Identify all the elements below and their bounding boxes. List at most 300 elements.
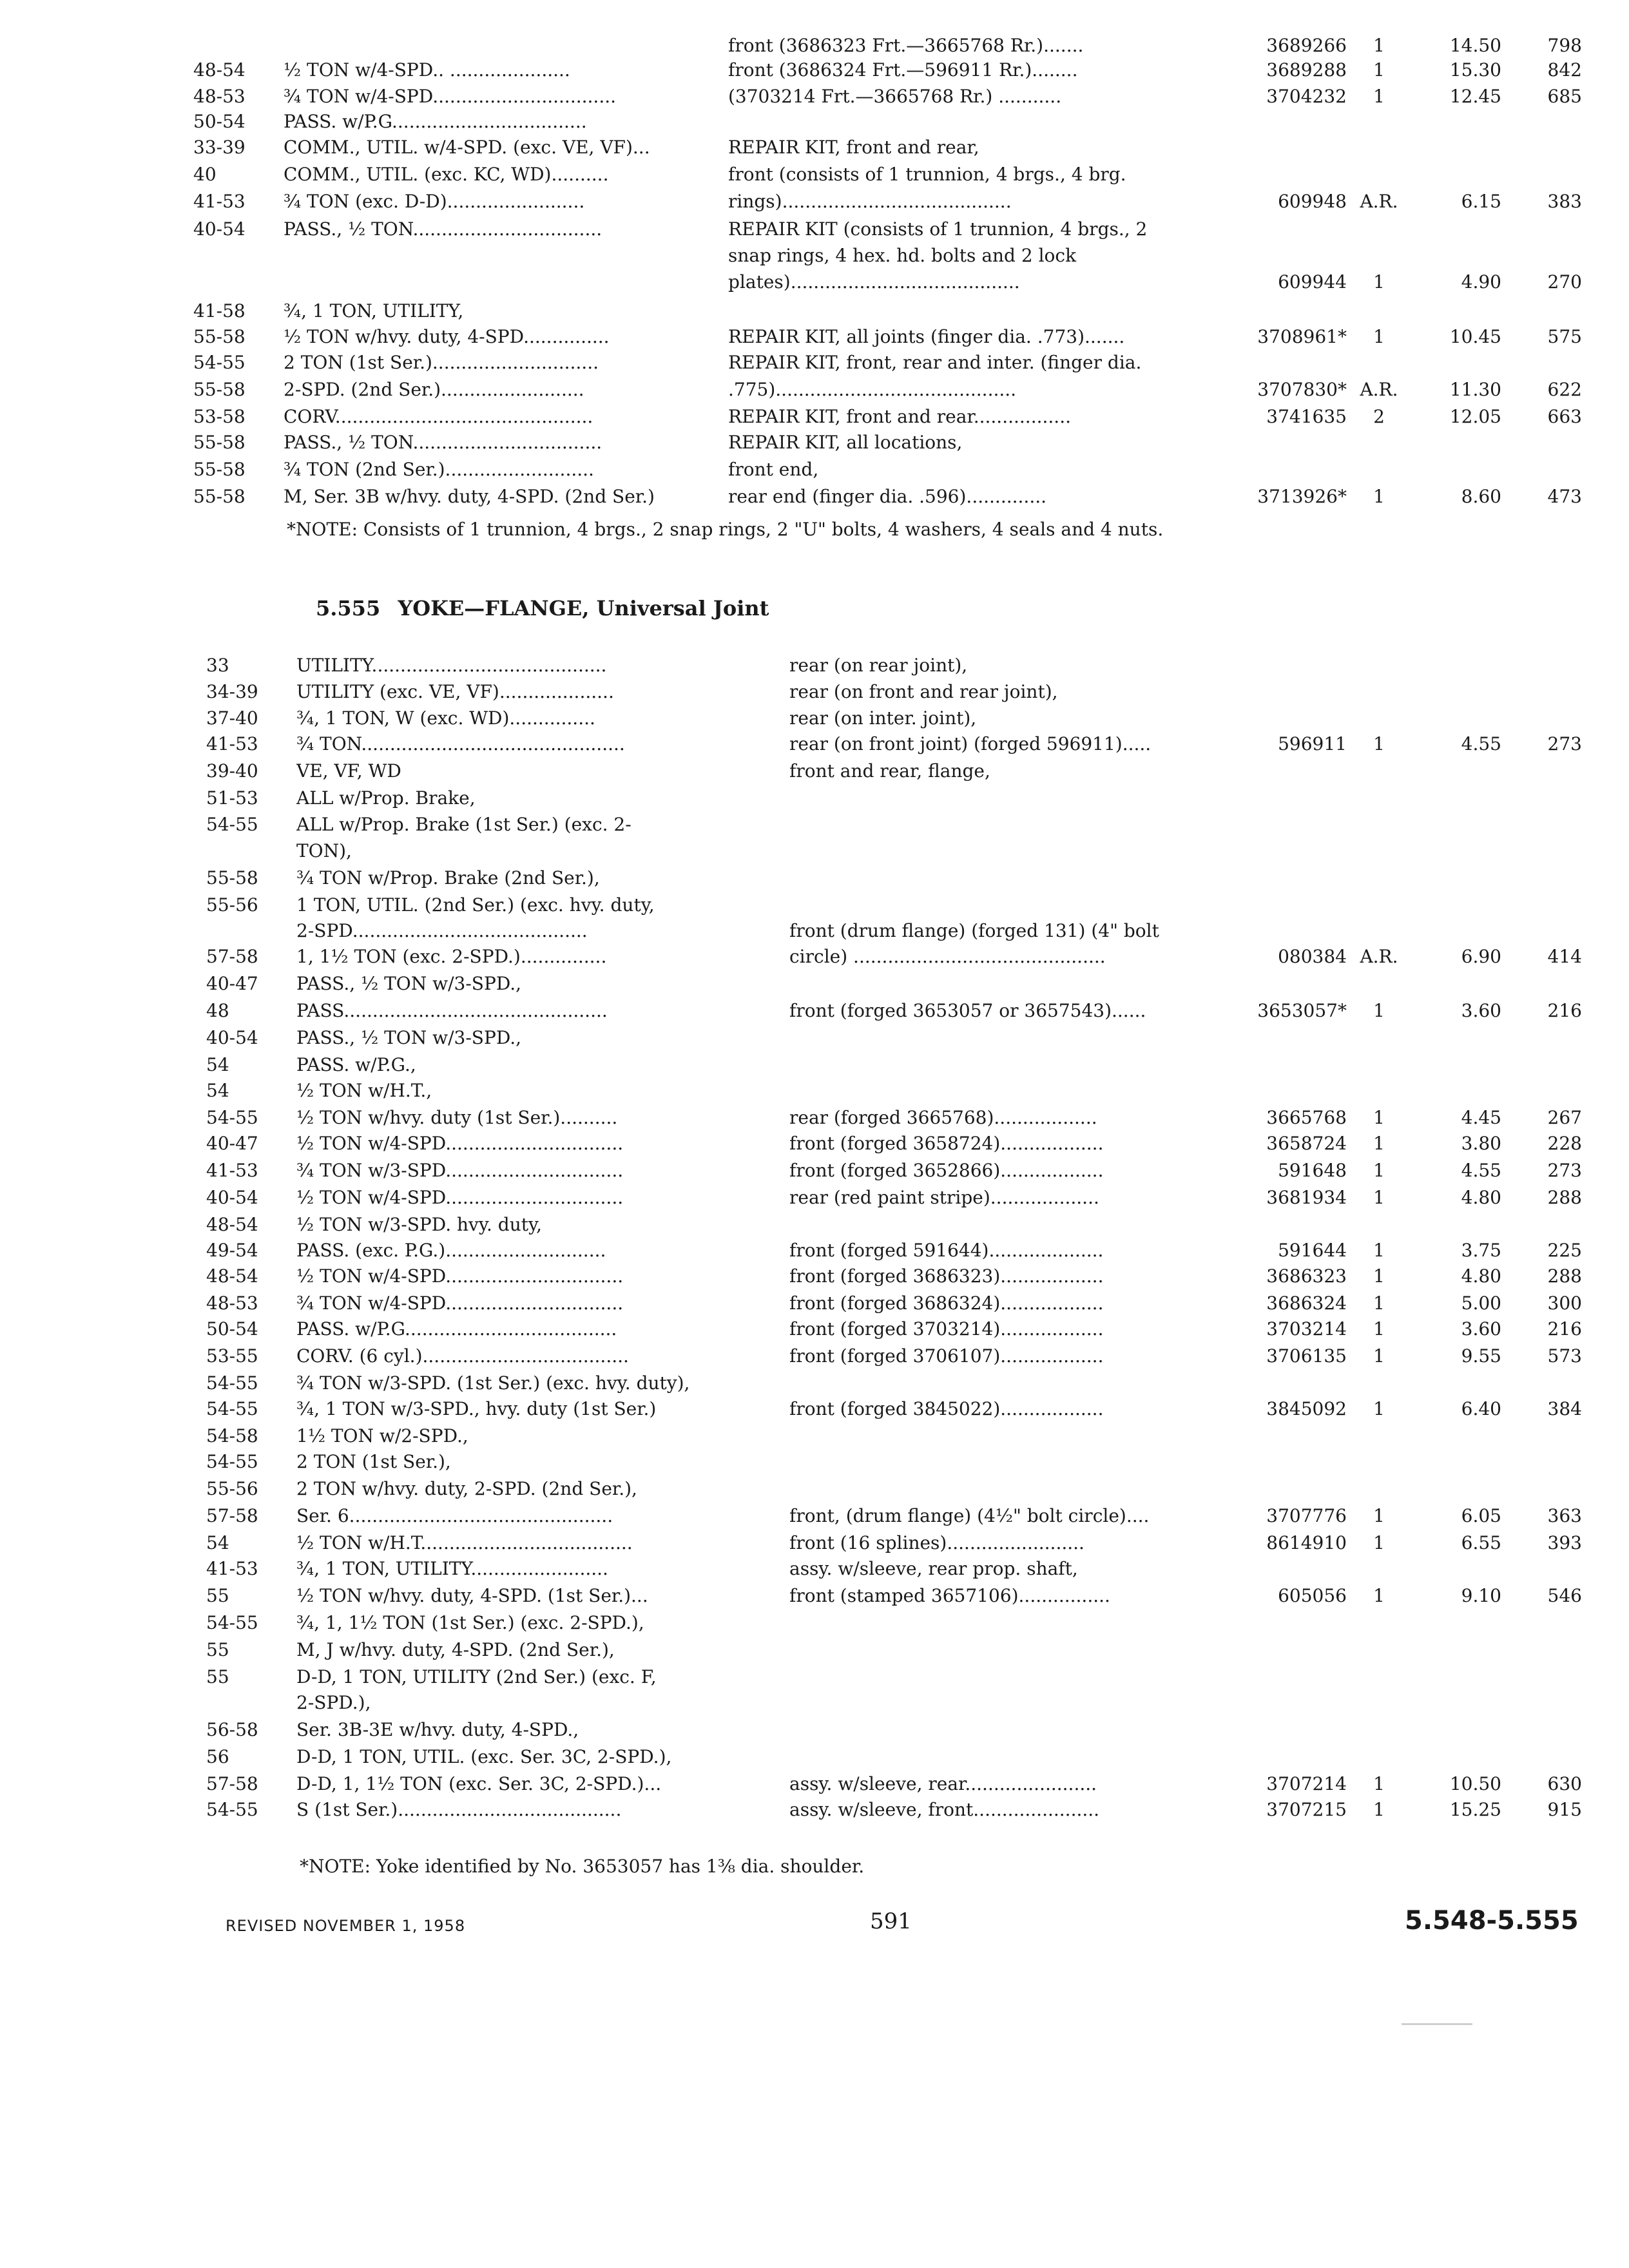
quantity: A.R.	[1360, 379, 1398, 400]
price: 10.50	[1449, 1773, 1501, 1794]
code: 288	[1547, 1265, 1582, 1287]
quantity: 1	[1373, 1265, 1385, 1287]
year-code: 54	[206, 1080, 229, 1101]
model-description: ½ TON w/hvy. duty (1st Ser.)..........	[296, 1107, 618, 1128]
code: 383	[1547, 191, 1582, 212]
year-code: 54-55	[193, 352, 246, 373]
year-code: 48-54	[193, 59, 246, 81]
price: 9.55	[1461, 1345, 1501, 1367]
model-description: 2-SPD. (2nd Ser.).........................	[284, 379, 584, 400]
parts-row	[0, 267, 1629, 297]
part-description: front (forged 3703214)..................	[789, 1318, 1104, 1340]
parts-row	[0, 1474, 1629, 1504]
part-number: 3707830*	[1257, 379, 1347, 400]
section-range: 5.548-5.555	[1405, 1906, 1579, 1936]
quantity: 1	[1373, 1318, 1385, 1340]
model-description: ¾, 1 TON w/3-SPD., hvy. duty (1st Ser.)	[296, 1398, 657, 1419]
part-description: .775)..........................................	[728, 379, 1017, 400]
model-description: PASS., ½ TON w/3-SPD.,	[296, 1027, 522, 1048]
year-code: 48-54	[206, 1214, 258, 1235]
year-code: 55-56	[206, 1478, 258, 1499]
year-code: 54	[206, 1054, 229, 1075]
price: 6.15	[1461, 191, 1501, 212]
section-heading	[316, 596, 769, 620]
model-description: PASS., ½ TON.................................	[284, 218, 602, 240]
year-code: 40-54	[193, 218, 246, 240]
price: 5.00	[1461, 1293, 1501, 1314]
quantity: 1	[1373, 1187, 1385, 1208]
year-code: 34-39	[206, 681, 258, 702]
parts-row	[0, 1501, 1629, 1531]
year-code: 54-55	[206, 1107, 258, 1128]
model-description: ¾ TON w/4-SPD...............................	[296, 1293, 624, 1314]
model-description: ½ TON w/hvy. duty, 4-SPD...............	[284, 326, 610, 347]
revised-date: REVISED NOVEMBER 1, 1958	[226, 1917, 466, 1935]
year-code: 48-54	[206, 1265, 258, 1287]
model-description: ½ TON w/3-SPD. hvy. duty,	[296, 1214, 542, 1235]
parts-row	[0, 1742, 1629, 1772]
year-code: 54-58	[206, 1425, 258, 1446]
model-description: COMM., UTIL. w/4-SPD. (exc. VE, VF)...	[284, 137, 650, 158]
year-code: 40-54	[206, 1027, 258, 1048]
model-description: ¾, 1 TON, W (exc. WD)...............	[296, 707, 595, 729]
part-number: 3713926*	[1257, 486, 1347, 507]
part-description: front (forged 3706107)..................	[789, 1345, 1104, 1367]
year-code: 49-54	[206, 1240, 258, 1261]
part-number: 3845092	[1266, 1398, 1347, 1419]
model-description: ¾ TON w/3-SPD. (1st Ser.) (exc. hvy. duty),	[296, 1372, 690, 1394]
price: 3.60	[1461, 1000, 1501, 1021]
parts-row	[0, 942, 1629, 972]
quantity: 1	[1373, 86, 1385, 107]
quantity: 1	[1373, 1240, 1385, 1261]
part-number: 3707215	[1266, 1799, 1347, 1820]
part-description: rear (on inter. joint),	[789, 707, 977, 729]
code: 300	[1547, 1293, 1582, 1314]
price: 10.45	[1449, 326, 1501, 347]
year-code: 54-55	[206, 1398, 258, 1419]
parts-row	[0, 1635, 1629, 1665]
price: 6.55	[1461, 1532, 1501, 1553]
part-description: front (3686324 Frt.—596911 Rr.)........	[728, 59, 1078, 81]
price: 9.10	[1461, 1585, 1501, 1606]
parts-row	[0, 836, 1629, 866]
part-description: front (stamped 3657106)................	[789, 1585, 1110, 1606]
year-code: 54-55	[206, 1612, 258, 1633]
model-description: ½ TON w/H.T.,	[296, 1080, 432, 1101]
parts-row	[0, 863, 1629, 893]
part-number: 3706135	[1266, 1345, 1347, 1367]
year-code: 40-47	[206, 1133, 258, 1154]
model-description: 2-SPD.),	[296, 1692, 371, 1713]
model-description: 2 TON (1st Ser.).............................	[284, 352, 599, 373]
price: 11.30	[1449, 379, 1501, 400]
parts-row	[0, 1715, 1629, 1745]
section2-note: *NOTE: Yoke identified by No. 3653057 has 1⅜ dia. shoulder.	[300, 1856, 865, 1877]
year-code: 48-53	[193, 86, 246, 107]
model-description: M, Ser. 3B w/hvy. duty, 4-SPD. (2nd Ser.)	[284, 486, 655, 507]
parts-row	[0, 1262, 1629, 1291]
parts-row	[0, 375, 1629, 405]
part-description: front (3686323 Frt.—3665768 Rr.).......	[728, 35, 1084, 56]
year-code: 37-40	[206, 707, 258, 729]
year-code: 39-40	[206, 760, 258, 782]
code: 685	[1547, 86, 1582, 107]
year-code: 40-54	[206, 1187, 258, 1208]
parts-row	[0, 1581, 1629, 1611]
code: 630	[1547, 1773, 1582, 1794]
part-description: front (forged 3653057 or 3657543)......	[789, 1000, 1146, 1021]
price: 15.30	[1449, 59, 1501, 81]
price: 4.55	[1461, 1160, 1501, 1181]
quantity: 1	[1373, 1133, 1385, 1154]
part-number: 591644	[1278, 1240, 1347, 1261]
code: 473	[1547, 486, 1582, 507]
parts-row	[0, 969, 1629, 999]
year-code: 51-53	[206, 787, 258, 809]
model-description: 2-SPD.........................................	[296, 920, 588, 941]
price: 3.75	[1461, 1240, 1501, 1261]
parts-row	[0, 996, 1629, 1026]
year-code: 40	[193, 164, 217, 185]
code: 288	[1547, 1187, 1582, 1208]
part-number: 596911	[1278, 733, 1347, 754]
price: 4.55	[1461, 733, 1501, 754]
model-description: PASS. (exc. P.G.)............................	[296, 1240, 606, 1261]
part-number: 605056	[1278, 1585, 1347, 1606]
part-description: rear (on front joint) (forged 596911).....	[789, 733, 1152, 754]
model-description: ½ TON w/4-SPD.. .....................	[284, 59, 570, 81]
part-number: 3653057*	[1257, 1000, 1347, 1021]
quantity: 2	[1373, 406, 1385, 427]
model-description: ¾ TON..............................................	[296, 733, 625, 754]
model-description: 1, 1½ TON (exc. 2-SPD.)...............	[296, 946, 607, 967]
parts-row	[0, 651, 1629, 680]
scan-mark	[1402, 2023, 1472, 2025]
quantity: 1	[1373, 1532, 1385, 1553]
quantity: 1	[1373, 1000, 1385, 1021]
part-number: 3707214	[1266, 1773, 1347, 1794]
code: 228	[1547, 1133, 1582, 1154]
part-number: 3665768	[1266, 1107, 1347, 1128]
parts-row	[0, 810, 1629, 840]
model-description: 1 TON, UTIL. (2nd Ser.) (exc. hvy. duty,	[296, 894, 655, 916]
year-code: 55-58	[193, 326, 246, 347]
model-description: COMM., UTIL. (exc. KC, WD)..........	[284, 164, 609, 185]
model-description: 2 TON (1st Ser.),	[296, 1451, 451, 1472]
year-code: 41-53	[206, 1160, 258, 1181]
year-code: 54-55	[206, 1372, 258, 1394]
year-code: 55-58	[193, 486, 246, 507]
section1-note: *NOTE: Consists of 1 trunnion, 4 brgs., 2 snap rings, 2 "U" bolts, 4 washers, 4 seals and 4 nuts.	[287, 519, 1164, 540]
part-description: rings)........................................	[728, 191, 1012, 212]
part-description: plates)........................................	[728, 271, 1020, 293]
price: 4.80	[1461, 1187, 1501, 1208]
part-description: assy. w/sleeve, front......................	[789, 1799, 1100, 1820]
price: 6.90	[1461, 946, 1501, 967]
price: 8.60	[1461, 486, 1501, 507]
model-description: ¾, 1 TON, UTILITY,	[284, 300, 464, 322]
quantity: A.R.	[1360, 191, 1398, 212]
code: 216	[1547, 1318, 1582, 1340]
part-description: rear end (finger dia. .596)..............	[728, 486, 1047, 507]
code: 273	[1547, 733, 1582, 754]
model-description: 1½ TON w/2-SPD.,	[296, 1425, 468, 1446]
parts-row	[0, 1447, 1629, 1477]
price: 6.40	[1461, 1398, 1501, 1419]
year-code: 41-53	[206, 1558, 258, 1579]
year-code: 57-58	[206, 1505, 258, 1526]
quantity: 1	[1373, 1799, 1385, 1820]
year-code: 55-58	[193, 432, 246, 453]
quantity: 1	[1373, 1160, 1385, 1181]
year-code: 50-54	[193, 111, 246, 132]
code: 273	[1547, 1160, 1582, 1181]
parts-row	[0, 241, 1629, 271]
model-description: ALL w/Prop. Brake,	[296, 787, 476, 809]
price: 6.05	[1461, 1505, 1501, 1526]
part-description: REPAIR KIT (consists of 1 trunnion, 4 brgs., 2	[728, 218, 1148, 240]
year-code: 54-55	[206, 1451, 258, 1472]
parts-row	[0, 428, 1629, 457]
part-number: 609948	[1278, 191, 1347, 212]
parts-row	[0, 215, 1629, 244]
code: 363	[1547, 1505, 1582, 1526]
part-description: front (forged 3845022)..................	[789, 1398, 1104, 1419]
part-description: (3703214 Frt.—3665768 Rr.) ...........	[728, 86, 1062, 107]
year-code: 48	[206, 1000, 229, 1021]
quantity: 1	[1373, 1107, 1385, 1128]
code: 270	[1547, 271, 1582, 293]
model-description: Ser. 6..............................................	[296, 1505, 613, 1526]
code: 798	[1547, 35, 1582, 56]
price: 12.05	[1449, 406, 1501, 427]
part-number: 3704232	[1266, 86, 1347, 107]
code: 393	[1547, 1532, 1582, 1553]
model-description: UTILITY.........................................	[296, 655, 607, 676]
model-description: ¾ TON (2nd Ser.)..........................	[284, 459, 594, 480]
part-description: REPAIR KIT, front, rear and inter. (finger dia.	[728, 352, 1142, 373]
model-description: ½ TON w/4-SPD...............................	[296, 1133, 624, 1154]
model-description: PASS., ½ TON.................................	[284, 432, 602, 453]
model-description: D-D, 1 TON, UTILITY (2nd Ser.) (exc. F,	[296, 1666, 657, 1687]
part-description: front (forged 3652866)..................	[789, 1160, 1104, 1181]
year-code: 33-39	[193, 137, 246, 158]
model-description: D-D, 1 TON, UTIL. (exc. Ser. 3C, 2-SPD.),	[296, 1746, 672, 1767]
year-code: 54-55	[206, 1799, 258, 1820]
quantity: 1	[1373, 1293, 1385, 1314]
part-number: 3658724	[1266, 1133, 1347, 1154]
quantity: 1	[1373, 35, 1385, 56]
code: 842	[1547, 59, 1582, 81]
page-number: 591	[870, 1908, 912, 1934]
model-description: ¾, 1 TON, UTILITY........................	[296, 1558, 608, 1579]
part-description: assy. w/sleeve, rear prop. shaft,	[789, 1558, 1078, 1579]
year-code: 53-55	[206, 1345, 258, 1367]
parts-row	[0, 482, 1629, 512]
model-description: ½ TON w/hvy. duty, 4-SPD. (1st Ser.)...	[296, 1585, 648, 1606]
model-description: VE, VF, WD	[296, 760, 401, 782]
model-description: PASS. w/P.G.,	[296, 1054, 416, 1075]
model-description: CORV.............................................	[284, 406, 593, 427]
year-code: 40-47	[206, 973, 258, 994]
part-description: front (drum flange) (forged 131) (4" bolt	[789, 920, 1159, 941]
section-title: YOKE—FLANGE, Universal Joint	[398, 596, 769, 620]
model-description: PASS. w/P.G.....................................	[296, 1318, 617, 1340]
code: 216	[1547, 1000, 1582, 1021]
part-description: front (forged 3686323)..................	[789, 1265, 1104, 1287]
section-number: 5.555	[316, 596, 381, 620]
parts-row	[0, 1156, 1629, 1186]
part-number: 3686324	[1266, 1293, 1347, 1314]
part-description: REPAIR KIT, front and rear.................	[728, 406, 1071, 427]
parts-row	[0, 1076, 1629, 1106]
parts-row	[0, 1394, 1629, 1424]
part-description: REPAIR KIT, all locations,	[728, 432, 963, 453]
quantity: 1	[1373, 1398, 1385, 1419]
year-code: 53-58	[193, 406, 246, 427]
parts-row	[0, 1554, 1629, 1584]
parts-row	[0, 756, 1629, 786]
model-description: ¾ TON w/3-SPD...............................	[296, 1160, 624, 1181]
model-description: UTILITY (exc. VE, VF)....................	[296, 681, 614, 702]
model-description: ¾, 1, 1½ TON (1st Ser.) (exc. 2-SPD.),	[296, 1612, 644, 1633]
price: 3.80	[1461, 1133, 1501, 1154]
parts-row	[0, 1314, 1629, 1344]
year-code: 55-58	[193, 459, 246, 480]
part-number: 3689288	[1266, 59, 1347, 81]
part-number: 080384	[1278, 946, 1347, 967]
parts-row	[0, 160, 1629, 189]
code: 575	[1547, 326, 1582, 347]
price: 4.80	[1461, 1265, 1501, 1287]
parts-row	[0, 348, 1629, 378]
price: 3.60	[1461, 1318, 1501, 1340]
part-number: 8614910	[1266, 1532, 1347, 1553]
year-code: 50-54	[206, 1318, 258, 1340]
part-description: front and rear, flange,	[789, 760, 990, 782]
model-description: Ser. 3B-3E w/hvy. duty, 4-SPD.,	[296, 1719, 579, 1740]
part-number: 3703214	[1266, 1318, 1347, 1340]
model-description: PASS..............................................	[296, 1000, 608, 1021]
quantity: 1	[1373, 1585, 1385, 1606]
model-description: 2 TON w/hvy. duty, 2-SPD. (2nd Ser.),	[296, 1478, 637, 1499]
parts-row	[0, 1023, 1629, 1053]
year-code: 48-53	[206, 1293, 258, 1314]
parts-row	[0, 187, 1629, 216]
quantity: 1	[1373, 326, 1385, 347]
code: 414	[1547, 946, 1582, 967]
model-description: D-D, 1, 1½ TON (exc. Ser. 3C, 2-SPD.)...	[296, 1773, 662, 1794]
price: 15.25	[1449, 1799, 1501, 1820]
price: 4.90	[1461, 271, 1501, 293]
part-description: rear (on front and rear joint),	[789, 681, 1058, 702]
quantity: 1	[1373, 59, 1385, 81]
part-description: REPAIR KIT, front and rear,	[728, 137, 979, 158]
year-code: 55	[206, 1639, 229, 1660]
parts-row	[0, 55, 1629, 85]
year-code: 55-56	[206, 894, 258, 916]
part-description: front (16 splines)........................	[789, 1532, 1084, 1553]
part-number: 3689266	[1266, 35, 1347, 56]
quantity: 1	[1373, 1345, 1385, 1367]
code: 573	[1547, 1345, 1582, 1367]
parts-row	[0, 1183, 1629, 1213]
part-number: 609944	[1278, 271, 1347, 293]
parts-row	[0, 1608, 1629, 1638]
year-code: 41-53	[206, 733, 258, 754]
quantity: 1	[1373, 1505, 1385, 1526]
year-code: 56	[206, 1746, 229, 1767]
part-number: 591648	[1278, 1160, 1347, 1181]
year-code: 41-58	[193, 300, 246, 322]
part-description: snap rings, 4 hex. hd. bolts and 2 lock	[728, 245, 1077, 266]
part-number: 3741635	[1266, 406, 1347, 427]
code: 267	[1547, 1107, 1582, 1128]
year-code: 33	[206, 655, 229, 676]
part-description: rear (red paint stripe)...................	[789, 1187, 1099, 1208]
model-description: ½ TON w/H.T.....................................	[296, 1532, 633, 1553]
year-code: 41-53	[193, 191, 246, 212]
model-description: TON),	[296, 840, 352, 861]
part-description: REPAIR KIT, all joints (finger dia. .773).......	[728, 326, 1125, 347]
part-number: 3708961*	[1257, 326, 1347, 347]
parts-row	[0, 729, 1629, 759]
model-description: ½ TON w/4-SPD...............................	[296, 1265, 624, 1287]
part-description: rear (on rear joint),	[789, 655, 968, 676]
parts-row	[0, 1341, 1629, 1371]
quantity: 1	[1373, 486, 1385, 507]
code: 384	[1547, 1398, 1582, 1419]
code: 225	[1547, 1240, 1582, 1261]
model-description: CORV. (6 cyl.)....................................	[296, 1345, 629, 1367]
year-code: 54	[206, 1532, 229, 1553]
part-number: 3707776	[1266, 1505, 1347, 1526]
parts-row	[0, 677, 1629, 707]
quantity: 1	[1373, 271, 1385, 293]
model-description: ¾ TON (exc. D-D)........................	[284, 191, 585, 212]
model-description: PASS., ½ TON w/3-SPD.,	[296, 973, 522, 994]
part-description: rear (forged 3665768)..................	[789, 1107, 1097, 1128]
year-code: 55	[206, 1585, 229, 1606]
quantity: 1	[1373, 1773, 1385, 1794]
quantity: 1	[1373, 733, 1385, 754]
model-description: ¾ TON w/4-SPD................................	[284, 86, 617, 107]
parts-row	[0, 1688, 1629, 1718]
parts-row	[0, 783, 1629, 813]
code: 915	[1547, 1799, 1582, 1820]
price: 14.50	[1449, 35, 1501, 56]
year-code: 57-58	[206, 1773, 258, 1794]
year-code: 55	[206, 1666, 229, 1687]
code: 663	[1547, 406, 1582, 427]
part-description: assy. w/sleeve, rear.......................	[789, 1773, 1097, 1794]
year-code: 55-58	[206, 867, 258, 889]
price: 12.45	[1449, 86, 1501, 107]
parts-row	[0, 1795, 1629, 1825]
part-description: front (forged 3658724)..................	[789, 1133, 1104, 1154]
parts-row	[0, 455, 1629, 485]
quantity: A.R.	[1360, 946, 1398, 967]
part-number: 3686323	[1266, 1265, 1347, 1287]
parts-row	[0, 133, 1629, 162]
part-description: front end,	[728, 459, 819, 480]
model-description: ¾ TON w/Prop. Brake (2nd Ser.),	[296, 867, 600, 889]
part-number: 3681934	[1266, 1187, 1347, 1208]
model-description: S (1st Ser.).......................................	[296, 1799, 622, 1820]
year-code: 55-58	[193, 379, 246, 400]
year-code: 56-58	[206, 1719, 258, 1740]
